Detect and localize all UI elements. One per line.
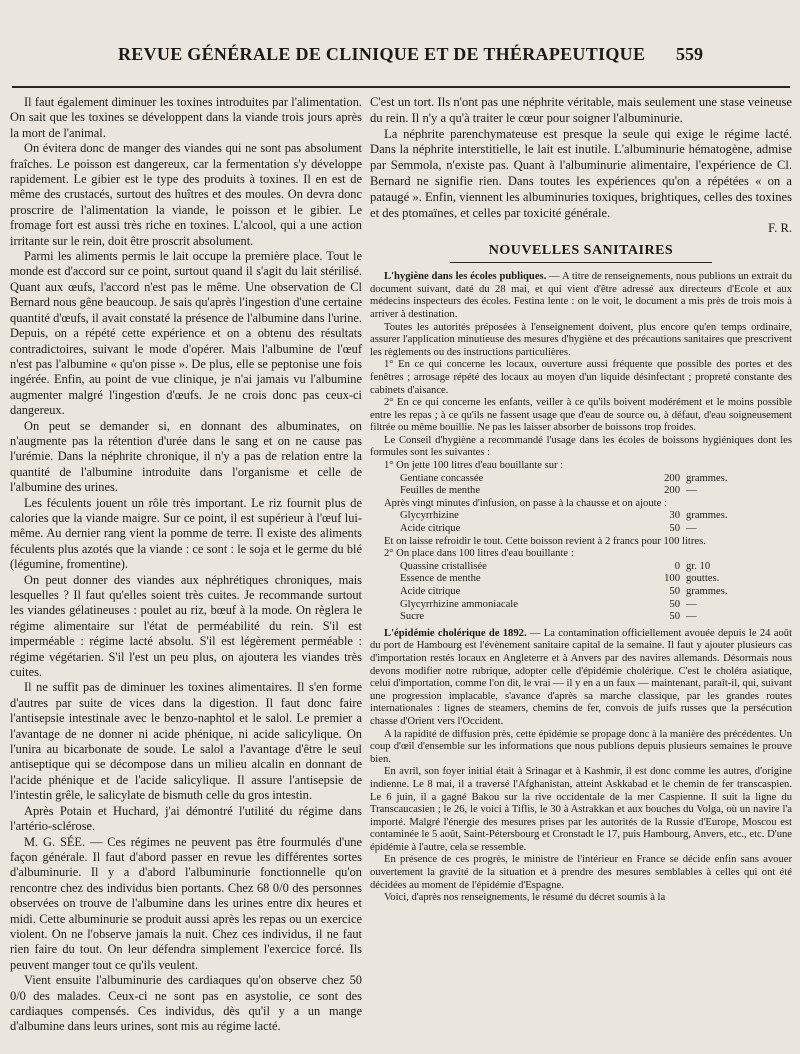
ingredient: Essence de menthe [400, 573, 481, 585]
unit: — [686, 485, 697, 497]
unit: — [686, 523, 697, 535]
paragraph: Voici, d'après nos renseignements, le résumé du décret soumis à la [384, 892, 666, 904]
quantity: 50 [669, 611, 680, 623]
ingredient: Acide citrique [400, 586, 461, 598]
quantity: 50 [669, 586, 680, 598]
unit: grammes. [686, 472, 728, 484]
paragraph: On peut donner des viandes aux néphrétiques chroniques, mais lesquelles ? Il faut qu'elles soient très cuites. Je recommande surtout les viandes gélatineuses : poulet au riz, bœuf à la mode. On règlera le régime alimentaire sur l'état de perméabilité du rein. S'il est imperméable : régime lacté absolu. S'il est légèrement perméable : régime végétarien. S'il l'est un peu plus, on ajoutera les viandes très cuites. [10, 572, 362, 680]
recipe-row [400, 510, 792, 523]
quantity: 0 [674, 560, 680, 572]
unit: — [686, 611, 697, 623]
paragraph: 2° En ce qui concerne les enfants, veiller à ce qu'ils boivent modérément et le moins possible entre les repas ; à ce qu'ils ne fassent usage que d'eau de source ou, à défaut, d'eau soigneusement filtrée ou même bouillie. Ne pas les laisser absorber de boissons trop froides. [370, 397, 792, 434]
recipe-row [400, 485, 792, 498]
recipe-row [400, 573, 792, 586]
paragraph: Vient ensuite l'albuminurie des cardiaques qu'on observe chez 50 0/0 des malades. Ceux-ci ne sont pas en asystolie, ce sont des cardiaques compensés. Ces individus, dès qu'il y a un mange d'albumine dans leurs urines, sont mis au régime lacté. [10, 973, 362, 1034]
running-title: REVUE GÉNÉRALE DE CLINIQUE ET DE THÉRAPEUTIQUE [118, 44, 646, 64]
paragraph: En présence de ces progrès, le ministre de l'intérieur en France se décide enfin sans avouer ouvertement la gravité de la situation et à prendre des mesures semblables à celles qui ont été décidées au moment de l'épidémie d'Espagne. [370, 854, 792, 891]
paragraph: Il faut également diminuer les toxines introduites par l'alimentation. On sait que les toxines se développent dans la viande trois jours après la mort de l'animal. [10, 95, 362, 140]
paragraph: 1° En ce qui concerne les locaux, ouverture aussi fréquente que possible des portes et des fenêtres ; arrosage répété des locaux au moyen d'un liquide désinfectant ; propreté constante des cabinets d'aisance. [370, 359, 792, 396]
ingredient: Gentiane concassée [400, 472, 484, 484]
paragraph: 2° On place dans 100 litres d'eau bouillante : [384, 548, 574, 560]
review-conclusion [370, 95, 792, 237]
unit: grammes. [686, 586, 728, 598]
signature-line [370, 221, 792, 237]
recipe-row [400, 599, 792, 612]
recipe-row [400, 561, 792, 574]
article-lead [370, 628, 792, 729]
paragraph: Les féculents jouent un rôle très important. Le riz fournit plus de calories que la viande maigre. Sur ce point, il est supérieur à l'œuf lui-même. Au dernier rang vient la pomme de terre. Il existe des aliments féculents plus azotés que la viande : ce sont : le soja et le germe du blé (légumine, fromentine). [10, 495, 362, 572]
recipe-row [400, 611, 792, 624]
unit: grammes. [686, 510, 728, 522]
right-column [370, 95, 792, 1050]
ingredient: Sucre [400, 611, 425, 623]
section-title: NOUVELLES SANITAIRES [450, 243, 712, 263]
unit: gr. 10 [686, 560, 711, 572]
quantity: 200 [664, 485, 680, 497]
quantity: 30 [669, 510, 680, 522]
paragraph: La néphrite parenchymateuse est presque la seule qui exige le régime lacté. Dans la néphrite interstitielle, le lait est inutile. L'albuminurie hématogène, admise par Semmola, n'existe pas. Quant à l'albuminurie alimentaire, l'expérience de Cl. Bernard ne signifie rien. Dans toutes les expériences qu'on a répétées « on a pataugé ». Enfin, viennent les albuminuries toxiques, brightiques, celles des toxines et des ptomaïnes, et celles par toxicité générale. [370, 126, 792, 220]
quantity: 100 [664, 573, 680, 585]
recipe-list [400, 473, 792, 498]
quantity: 50 [669, 598, 680, 610]
paragraph: M. G. SÉE. — Ces régimes ne peuvent pas être fourmulés d'une façon générale. Il faut d'abord passer en revue les différentes sortes d'albuminurie. Il y a d'abord l'albuminurie fonctionnelle qu'on rencontre chez des individus bien portants. Chez 68 0/0 des personnes observées on trouve de l'albumine dans les urines entre dix heures et midi. Cette albuminurie se produit aussi après les repas ou un exercice violent. On ne l'observe jamais la nuit. Chez ces individus, il ne faut rien faire du tout. On leur défendra simplement l'exercice forcé. Ils peuvent manger tout ce qu'ils veulent. [10, 834, 362, 972]
ingredient: Acide citrique [400, 523, 461, 535]
article-intro: — La contamination officiellement avouée depuis le 24 août du port de Hambourg est l'évènement sanitaire capital de la semaine. Il faut y ajouter plusieurs cas d'importation restés locaux en Angleterre et à Anvers par des navires allemands. Désormais nous devons modifier notre rubrique, adopter celle d'épidémie cholérique. C'est le choléra asiatique, celui d'importation, comme l'on dit, le vrai — il y en a un faux — maintenant, paraît-il, qui, suivant une progression implacable, s'avance d'après sa marche classique, par les grandes routes internationales : lignes de steamers, chemins de fer, convois de juifs russes que la persécution chasse d'Orient vers l'Occident. [370, 627, 792, 727]
quantity: 200 [664, 472, 680, 484]
ingredient: Glycyrrhizine [400, 510, 459, 522]
paragraph: Après vingt minutes d'infusion, on passe à la chausse et on ajoute : [384, 497, 667, 509]
unit: gouttes. [686, 573, 720, 585]
recipe-list [400, 510, 792, 535]
paragraph: 1° On jette 100 litres d'eau bouillante sur : [384, 460, 564, 472]
signature: F. R. [768, 221, 792, 236]
recipe-row [400, 586, 792, 599]
paragraph: En avril, son foyer initial était à Srinagar et à Kashmir, il est donc comme les autres, d'origine indienne. Le 8 mai, il a traversé l'Afghanistan, atteint Askkabad et le chemin de fer transcaspien. Le 6 juin, il a gagné Bakou sur la rive occidentale de la mer Caspienne. Il suit la ligne du Transcaucasien ; le 26, le voici à Tiflis, le 30 à Astrakkan et aux bouches du Volga, où un navire l'a importé. Malgré l'énergie des mesures prises par les autorités de la Russie d'Europe, Moscou est contaminée le 5 août, Saint-Pétersbourg et Cronstadt le 17, puis Hambourg, Anvers, etc., etc. D'une épidémie à l'autre, cela se ressemble. [370, 766, 792, 853]
paragraph: Toutes les autorités préposées à l'enseignement doivent, plus encore qu'en temps ordinaire, assurer l'application minutieuse des mesures d'hygiène et des précautions sanitaires que prescrivent les règlements ou des instructions particulières. [370, 321, 792, 358]
article-cholera [370, 628, 792, 905]
paragraph: Parmi les aliments permis le lait occupe la première place. Tout le monde est d'accord sur ce point, surtout quand il s'agit du lait stérilisé. Quant aux œufs, l'accord n'est pas le même. Une observation de Cl Bernard nous gêne beaucoup. Je sais qu'après l'ingestion d'une certaine quantité d'œufs, il avait constaté la présence de l'albumine dans l'urine. Depuis, on a répété cette expérience et on a obtenu des résultats contradictoires, suivant le mode d'opérer. Mais l'albumine de l'œuf n'est pas l'albumine « qu'on pisse ». De plus, elle se peptonise une fois ingérée. Enfin, au point de vue clinique, je n'ai jamais vu l'albumine augmenter malgré l'ingestion d'œufs. Je ne crois donc pas ceux-ci dangereux. [10, 249, 362, 418]
paragraph: C'est un tort. Ils n'ont pas une néphrite véritable, mais seulement une stase veineuse du rein. Il n'y a qu'à traiter le cœur pour soigner l'albuminurie. [370, 95, 792, 125]
ingredient: Feuilles de menthe [400, 485, 481, 497]
header-rule [12, 86, 790, 88]
paragraph: Après Potain et Huchard, j'ai démontré l'utilité du régime dans l'artério-sclérose. [10, 803, 362, 834]
article-lead [370, 271, 792, 321]
paragraph: Le Conseil d'hygiène a recommandé l'usage dans les écoles de boissons hygiéniques dont les formules sont les suivantes : [370, 434, 792, 459]
article-intro: — A titre de renseignements, nous publions un extrait du document suivant, daté du 28 mai, et qui vient d'être adressé aux directeurs d'Ecole et aux médecins inspecteurs des écoles. Festina lente : on le voit, le document a mis près de trois mois à arriver à destination. [370, 271, 792, 320]
article-title: L'épidémie cholérique de 1892. [384, 627, 527, 639]
ingredient: Glycyrrhizine ammoniacale [400, 598, 518, 610]
article-title: L'hygiène dans les écoles publiques. [384, 271, 547, 283]
recipe-row [400, 523, 792, 536]
article-hygiene [370, 271, 792, 624]
paragraph: A la rapidité de diffusion près, cette épidémie se propage donc à la manière des précédentes. Un coup d'œil d'ensemble sur les informations que nous publions depuis plusieurs semaines le prouve bien. [370, 728, 792, 765]
unit: — [686, 598, 697, 610]
page-number: 559 [676, 44, 703, 64]
left-column [10, 95, 362, 1050]
quantity: 50 [669, 523, 680, 535]
paragraph: On évitera donc de manger des viandes qui ne sont pas absolument fraîches. Le poisson est dangereux, car la fermentation s'y développe rapidement. Le gibier est le type des produits à toxines. Il en est de même des crustacés, surtout des huîtres et des moules. On devra donc proscrire de l'alimentation la viande, le poisson et le gibier. Le fromage fort est aussi très riche en toxines. L'alcool, qui a une action irritante sur le rein, doit être proscrit absolument. [10, 141, 362, 248]
paragraph: On peut se demander si, en donnant des albuminates, on n'augmente pas la rétention d'urée dans le sang et on ne cause pas l'urémie. Dans la néphrite chronique, il n'y a pas de relation entre la quantité de l'albumine introduite dans l'organisme et celle de l'albumine des urines. [10, 418, 362, 495]
paragraph: Il ne suffit pas de diminuer les toxines alimentaires. Il s'en forme d'autres par suite de vices dans la digestion. Il faut donc faire l'antisepsie intestinale avec le benzo-naphtol et le salol. Le premier a l'avantage de ne donner ni acide phénique, ni acide salicylique. On l'unira au bicarbonate de soude. Le salol a l'avantage d'être le seul antiseptique qui se décompose dans un milieu alcalin en donnant de l'acide phénique et de l'acide salicylique. Il assure l'antisepsie de l'intestin grêle, le salicylate de bismuth celle du gros intestin. [10, 680, 362, 803]
recipe-list [400, 561, 792, 624]
ingredient: Quassine cristallisée [400, 560, 487, 572]
running-header [0, 44, 800, 74]
recipe-row [400, 473, 792, 486]
paragraph: Et on laisse refroidir le tout. Cette boisson revient à 2 francs pour 100 litres. [384, 535, 706, 547]
